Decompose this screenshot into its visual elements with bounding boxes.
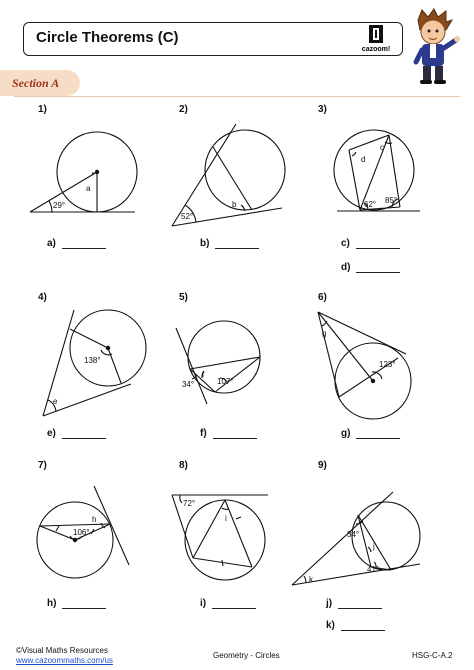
- question-number: 9): [318, 460, 327, 471]
- question-number: 8): [179, 460, 188, 471]
- question-number: 7): [38, 460, 47, 471]
- svg-text:123°: 123°: [379, 360, 396, 369]
- svg-text:29°: 29°: [53, 201, 66, 210]
- answer-line-a[interactable]: a): [47, 238, 106, 249]
- footer-credits: [16, 646, 113, 666]
- svg-text:85°: 85°: [385, 196, 398, 205]
- answer-line-f[interactable]: f): [200, 428, 257, 439]
- svg-text:41°: 41°: [367, 565, 380, 574]
- svg-text:h: h: [92, 515, 97, 524]
- question-number: 6): [318, 292, 327, 303]
- footer-website-link[interactable]: www.cazoommaths.com/us: [16, 656, 113, 665]
- answer-line-k[interactable]: k): [326, 620, 385, 631]
- answer-line-d[interactable]: d): [341, 262, 400, 273]
- worksheet-title: Circle Theorems (C): [36, 29, 179, 46]
- svg-text:g: g: [322, 329, 327, 338]
- question-number: 3): [318, 104, 327, 115]
- svg-text:62°: 62°: [364, 200, 377, 209]
- answer-line-h[interactable]: h): [47, 598, 106, 609]
- footer-copyright: ©Visual Maths Resources: [16, 646, 109, 655]
- question-number: 5): [179, 292, 188, 303]
- svg-text:107°: 107°: [217, 377, 234, 386]
- svg-text:b: b: [232, 200, 237, 209]
- svg-text:cazoom!: cazoom!: [361, 46, 391, 53]
- answer-line-g[interactable]: g): [341, 428, 400, 439]
- svg-text:e: e: [53, 397, 58, 406]
- svg-text:34°: 34°: [182, 380, 195, 389]
- svg-text:k: k: [309, 575, 313, 584]
- svg-text:138°: 138°: [84, 356, 101, 365]
- svg-text:c: c: [380, 143, 384, 152]
- svg-text:j: j: [373, 542, 375, 551]
- svg-text:d: d: [361, 155, 366, 164]
- svg-text:a: a: [86, 184, 91, 193]
- footer-code: HSG-C-A.2: [412, 651, 453, 660]
- svg-text:34°: 34°: [347, 530, 360, 539]
- answer-line-i[interactable]: i): [200, 598, 256, 609]
- svg-text:52°: 52°: [181, 212, 194, 221]
- svg-text:i: i: [225, 514, 227, 523]
- answer-line-c[interactable]: c): [341, 238, 400, 249]
- answer-line-e[interactable]: e): [47, 428, 106, 439]
- svg-text:72°: 72°: [183, 499, 196, 508]
- svg-text:106°: 106°: [73, 528, 90, 537]
- answer-line-j[interactable]: j): [326, 598, 382, 609]
- answer-line-b[interactable]: b): [200, 238, 259, 249]
- svg-text:f: f: [202, 370, 205, 379]
- question-number: 2): [179, 104, 188, 115]
- footer-topic: Geometry - Circles: [213, 651, 280, 660]
- section-title: Section A: [12, 76, 60, 90]
- question-number: 4): [38, 292, 47, 303]
- question-number: 1): [38, 104, 47, 115]
